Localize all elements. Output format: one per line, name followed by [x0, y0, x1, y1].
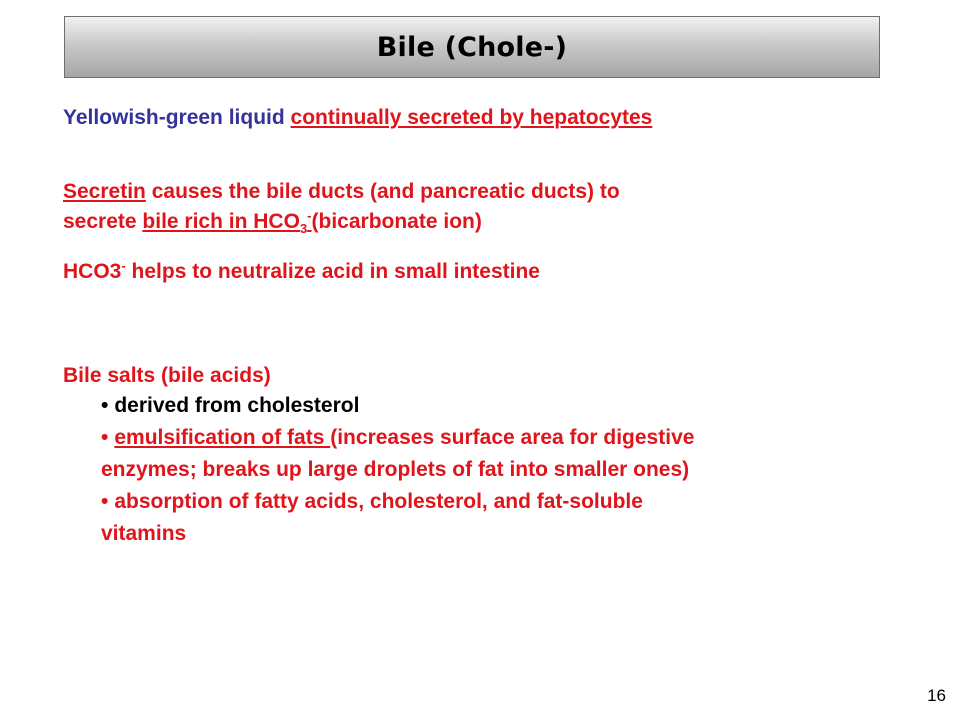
hco3-subscript: 3 [299, 221, 308, 237]
hco3-superscript: - [307, 208, 312, 223]
secretin-line-2 [63, 207, 482, 237]
item-emulsification: emulsification of fats [114, 426, 331, 449]
secretin-text-2: secrete [63, 210, 143, 233]
secretin-line-1 [63, 177, 620, 207]
hco3-lead: HCO3 [63, 260, 122, 283]
item-absorption: absorption of fatty acids, cholesterol, and fat-soluble [114, 490, 643, 513]
bile-description [63, 103, 652, 133]
description-lead: Yellowish-green liquid [63, 106, 285, 129]
item-derived: derived from cholesterol [114, 394, 360, 417]
hco3-line [63, 257, 540, 287]
slide-title: Bile (Chole-) [376, 31, 568, 63]
bile-salts-heading-text: Bile salts (bile acids) [63, 364, 271, 387]
bullet: • [101, 490, 109, 513]
secretin-text-3: (bicarbonate ion) [311, 210, 482, 233]
list-item [101, 391, 359, 421]
list-item [101, 487, 643, 517]
hco3-sup: - [121, 258, 126, 273]
item-emulsification-rest: (increases surface area for digestive [330, 426, 695, 449]
page-number: 16 [927, 686, 946, 705]
item-absorption-line-2: vitamins [101, 522, 187, 545]
description-underlined: continually secreted by hepatocytes [290, 106, 653, 129]
item-emulsification-line-2: enzymes; breaks up large droplets of fat into smaller ones) [101, 458, 690, 481]
secretin-underlined: bile rich in HCO [142, 210, 300, 233]
bullet: • [101, 426, 109, 449]
bullet: • [101, 394, 109, 417]
title-bar [64, 16, 880, 78]
secretin-word: Secretin [63, 180, 146, 203]
hco3-rest: helps to neutralize acid in small intestine [125, 260, 540, 283]
list-item [101, 423, 694, 453]
secretin-bicarbonate [142, 208, 312, 237]
bile-salts-heading [63, 361, 271, 391]
secretin-text-1: causes the bile ducts (and pancreatic ducts) to [145, 180, 620, 203]
